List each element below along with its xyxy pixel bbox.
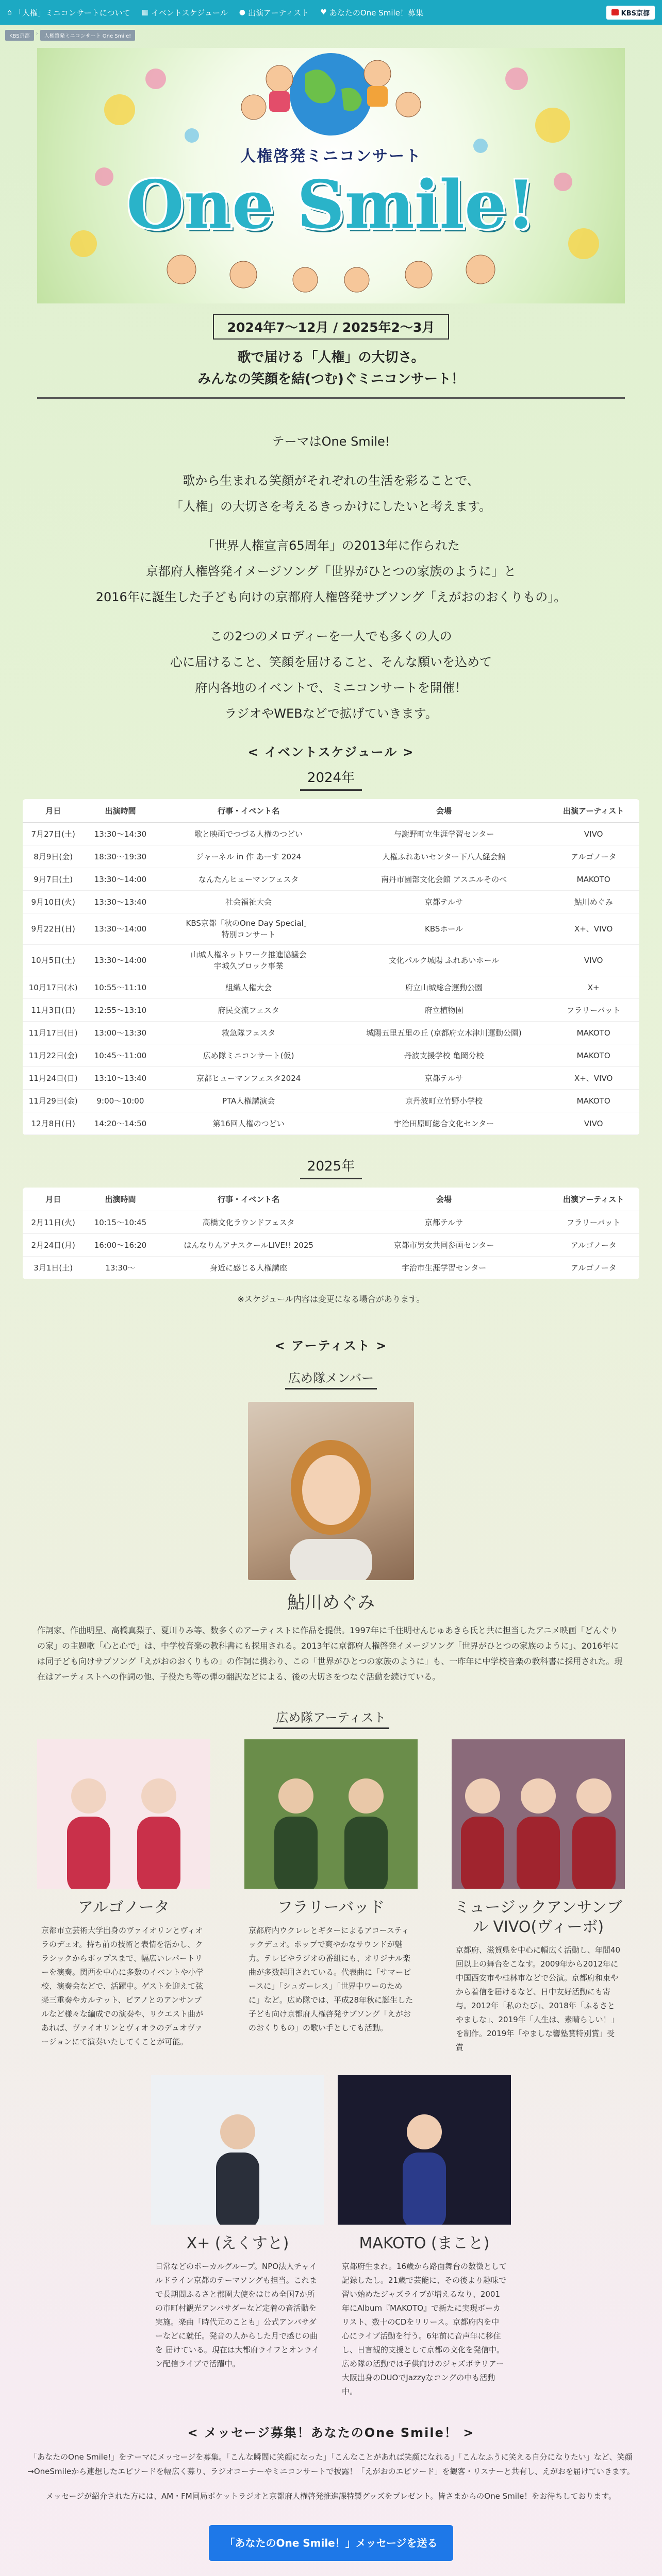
table-cell: ジャーネル in 作 あーす 2024 <box>157 845 340 868</box>
table-row <box>23 868 639 891</box>
ambassador-heading-text: 広め隊メンバー <box>285 1368 377 1389</box>
artist-name: MAKOTO (まこと) <box>359 2234 490 2252</box>
column-header: 出演アーティスト <box>548 799 639 823</box>
table-cell: X+、VIVO <box>548 1067 639 1090</box>
table-cell: 人権ふれあいセンター下八人経会館 <box>340 845 548 868</box>
column-header: 出演時間 <box>84 1188 157 1211</box>
table-cell: MAKOTO <box>548 868 639 891</box>
breadcrumb-current: 人権啓発ミニコンサート One Smile! <box>40 30 136 41</box>
group-heading <box>37 1707 625 1729</box>
table-cell: 11月29日(金) <box>23 1090 84 1112</box>
person-body-shape <box>216 2153 259 2225</box>
person-body-shape <box>572 1817 616 1889</box>
person-body-shape <box>344 1817 388 1889</box>
table-cell: 府立山城総合運動公園 <box>340 976 548 999</box>
table-cell: 山城人権ネットワーク推進協議会 宇城久ブロック事業 <box>157 945 340 976</box>
person-head-shape <box>71 1778 106 1814</box>
breadcrumb-home[interactable]: KBS京都 <box>5 30 34 41</box>
artist-name: ミュージックアンサンブル VIVO(ヴィーボ) <box>454 1899 623 1936</box>
table-row <box>23 823 639 845</box>
nav-item-1[interactable] <box>142 7 228 18</box>
global-nav <box>7 7 423 18</box>
intro-text <box>0 429 662 726</box>
main-artist-name: 鮎川めぐみ <box>287 1592 375 1613</box>
kbs-logo-text: KBS京都 <box>621 9 650 18</box>
table-cell: 18:30〜19:30 <box>84 845 157 868</box>
table-cell: アルゴノータ <box>548 1257 639 1279</box>
artist-photo <box>338 2075 511 2225</box>
table-cell: 13:30〜 <box>84 1257 157 1279</box>
table-cell: 13:30〜13:40 <box>84 891 157 913</box>
divider <box>37 397 625 399</box>
table-cell: 10:45〜11:00 <box>84 1044 157 1067</box>
calendar-icon: ▦ <box>141 8 148 16</box>
intro-paragraph <box>0 468 662 519</box>
nav-item-2[interactable] <box>239 7 309 18</box>
table-cell: 京都ヒューマンフェスタ2024 <box>157 1067 340 1090</box>
table-cell: 3月1日(土) <box>23 1257 84 1279</box>
site-header <box>0 0 662 25</box>
table-row <box>23 1234 639 1257</box>
send-message-button[interactable]: 「あなたのOne Smile！」メッセージを送る <box>209 2525 453 2561</box>
table-cell: MAKOTO <box>548 1044 639 1067</box>
column-header: 月日 <box>23 799 84 823</box>
table-cell: 城陽五里五里の丘 (京都府立木津川運動公園) <box>340 1022 548 1044</box>
table-cell: 京都テルサ <box>340 1211 548 1234</box>
intro-line: 京都府人権啓発イメージソング「世界がひとつの家族のように」と <box>145 564 517 579</box>
artist-photo <box>244 1739 418 1889</box>
table-cell: 10:15〜10:45 <box>84 1211 157 1234</box>
kbs-logo[interactable] <box>606 6 655 20</box>
column-header: 月日 <box>23 1188 84 1211</box>
table-cell: X+ <box>548 976 639 999</box>
person-body-shape <box>403 2153 446 2225</box>
table-header-row <box>23 799 639 823</box>
intro-line: テーマはOne Smile! <box>272 434 390 449</box>
person-head-shape <box>465 1778 500 1814</box>
breadcrumb-separator-icon: › <box>36 31 38 37</box>
table-row <box>23 891 639 913</box>
nav-item-3[interactable] <box>320 7 423 18</box>
nav-item-label: あなたのOne Smile！募集 <box>329 8 423 18</box>
event-period <box>0 314 662 340</box>
table-cell: フラリーバット <box>548 1211 639 1234</box>
main-artist-photo <box>248 1402 414 1580</box>
hero-banner <box>37 48 625 303</box>
table-row <box>23 1022 639 1044</box>
table-cell: VIVO <box>548 945 639 976</box>
table-row <box>23 1112 639 1135</box>
nav-item-label: イベントスケジュール <box>151 8 228 18</box>
table-cell: 9月10日(火) <box>23 891 84 913</box>
schedule-table <box>23 799 639 1135</box>
artist-name: X+ (えくすと) <box>186 2234 289 2252</box>
catch-line-1: 歌で届ける「人権」の大切さ。 <box>237 350 425 365</box>
main-artist-bio: 作詞家、作曲明星、高橋真梨子、夏川りみ等、数多くのアーティストに作品を提供。1997年に千住明せんじゅあきら氏と共に担当したアニメ映画「どんぐりの家」の主題歌「心と心で」は、中学校音楽の教科書にも採用される。2013年に京都府人権啓発イメージソング「世界がひとつの家族のように」、2016年には同子ども向けサブソング「えがおのおくりもの」の作詞に携わり、この「世界がひとつの家族のように」も、一昨年に中学校音楽の教科書に採用された。現在はアーティストへの作詞の他、子役たち等の弾の翻訳などによる、後の大切さをつなぐ活動を続けている。 <box>37 1625 623 1682</box>
message-title: < メッセージ募集！あなたのOne Smile！ > <box>187 2426 475 2440</box>
artist-photo-image <box>151 2075 324 2225</box>
table-cell: 8月9日(金) <box>23 845 84 868</box>
artist-photo-image <box>338 2075 511 2225</box>
intro-line: 「世界人権宣言65周年」の2013年に作られた <box>202 538 460 553</box>
hero-title: One Smile! <box>126 166 536 244</box>
table-cell: 9:00〜10:00 <box>84 1090 157 1112</box>
person-body-shape <box>67 1817 110 1889</box>
person-head-shape <box>407 2114 442 2149</box>
table-cell: 鮎川めぐみ <box>548 891 639 913</box>
table-cell: 10月5日(土) <box>23 945 84 976</box>
table-cell: 12:55〜13:10 <box>84 999 157 1022</box>
catch-line-2: みんなの笑顔を結(つむ)ぐミニコンサート！ <box>197 371 465 387</box>
table-cell: 13:00〜13:30 <box>84 1022 157 1044</box>
person-body-shape <box>461 1817 504 1889</box>
table-cell: アルゴノータ <box>548 845 639 868</box>
person-head-shape <box>278 1778 313 1814</box>
schedule-table <box>23 1188 639 1279</box>
person-body-shape <box>517 1817 560 1889</box>
message-paragraph-1: 「あなたのOne Smile!」をテーマにメッセージを募集。「こんな瞬間に笑顔になった」「こんなことがあれば笑顔になれる」「こんなふうに笑える自分になりたい」など、笑顔→OneSmileから連想したエピソードを幅広く募り、ラジオコーナーやミニコンサートで披露！「えがおのエピソード」を観客・リスナーと共有し、えがおを届けていきます。 <box>27 2452 635 2476</box>
artist-card <box>37 1739 210 2055</box>
table-cell: 歌と映画でつづる人権のつどい <box>157 823 340 845</box>
artist-bio: 京都市立芸術大学出身のヴァイオリンとヴィオラのデュオ。持ち前の技術と表情を活かし、クラシックからポップスまで、幅広いレパートリーを演奏。関西を中心に多数のイベントや小学校、演奏会などで、活躍中。ゲストを迎えて弦楽三重奏やカルテット、ピアノとのアンサンブルなど様々な編成での演奏や、リクエスト曲があれば、ヴァイオリンとヴィオラのデュオヴァージョンにて演奏いたしてくことが可能。 <box>41 1926 204 2046</box>
year-heading-text: 2025年 <box>300 1156 362 1179</box>
artist-photo-image <box>37 1739 210 1889</box>
column-header: 出演時間 <box>84 799 157 823</box>
table-cell: 14:20〜14:50 <box>84 1112 157 1135</box>
intro-paragraph <box>0 429 662 454</box>
intro-paragraph <box>0 533 662 610</box>
table-cell: 11月17日(日) <box>23 1022 84 1044</box>
table-cell: 組織人権大会 <box>157 976 340 999</box>
nav-item-label: 出演アーティスト <box>248 8 309 18</box>
table-cell: 文化パルク城陽 ふれあいホール <box>340 945 548 976</box>
table-cell: X+、VIVO <box>548 913 639 945</box>
table-row <box>23 1044 639 1067</box>
table-row <box>23 1211 639 1234</box>
table-cell: 13:30〜14:00 <box>84 945 157 976</box>
kbs-mark-icon <box>611 9 619 15</box>
table-cell: 9月7日(土) <box>23 868 84 891</box>
table-row <box>23 1090 639 1112</box>
event-period-text: 2024年7〜12月 / 2025年2〜3月 <box>213 314 450 340</box>
table-cell: KBSホール <box>340 913 548 945</box>
table-cell: KBS京都「秋のOne Day Special」 特別コンサート <box>157 913 340 945</box>
message-section <box>0 2422 662 2561</box>
artist-card <box>244 1739 418 2055</box>
artist-grid <box>37 1739 625 2055</box>
ambassador-heading <box>37 1368 625 1389</box>
column-header: 出演アーティスト <box>548 1188 639 1211</box>
table-cell: 府民交流フェスタ <box>157 999 340 1022</box>
artist-card <box>151 2075 324 2399</box>
schedule-tables <box>0 767 662 1279</box>
table-cell: 救急隊フェスタ <box>157 1022 340 1044</box>
person-head-shape <box>576 1778 611 1814</box>
intro-line: ラジオやWEBなどで拡げていきます。 <box>224 706 438 721</box>
table-cell: 2月24日(月) <box>23 1234 84 1257</box>
table-cell: 広め隊ミニコンサート(仮) <box>157 1044 340 1067</box>
table-cell: 16:00〜16:20 <box>84 1234 157 1257</box>
artist-photo-image <box>244 1739 418 1889</box>
column-header: 会場 <box>340 799 548 823</box>
table-cell: 13:30〜14:30 <box>84 823 157 845</box>
artist-grid-second-row <box>37 2075 625 2399</box>
table-row <box>23 999 639 1022</box>
artist-photo <box>452 1739 625 1889</box>
table-cell: 高橋文化ラウンドフェスタ <box>157 1211 340 1234</box>
message-body <box>27 2450 635 2503</box>
intro-line: 歌から生まれる笑顔がそれぞれの生活を彩ることで、 <box>183 473 479 488</box>
heart-icon: ♥ <box>320 8 327 16</box>
hero-subtitle: 人権啓発ミニコンサート <box>240 147 422 165</box>
artist-photo <box>37 1739 210 1889</box>
table-cell: MAKOTO <box>548 1090 639 1112</box>
table-row <box>23 1257 639 1279</box>
home-icon: ⌂ <box>7 8 12 16</box>
column-header: 会場 <box>340 1188 548 1211</box>
intro-line: 2016年に誕生した子ども向けの京都府人権啓発サブソング「えがおのおくりもの」。 <box>95 590 567 604</box>
table-cell: 13:10〜13:40 <box>84 1067 157 1090</box>
group-heading-text: 広め隊アーティスト <box>273 1707 389 1729</box>
year-heading <box>0 767 662 791</box>
column-header: 行事・イベント名 <box>157 1188 340 1211</box>
table-cell: VIVO <box>548 1112 639 1135</box>
artists-title: < アーティスト > <box>274 1338 388 1353</box>
person-head-shape <box>220 2114 255 2149</box>
table-cell: 10:55〜11:10 <box>84 976 157 999</box>
table-cell: 府立植物園 <box>340 999 548 1022</box>
table-cell: 9月22日(日) <box>23 913 84 945</box>
artist-name: フラリーバッド <box>277 1899 385 1917</box>
intro-line: 府内各地のイベントで、ミニコンサートを開催！ <box>195 681 467 695</box>
table-row <box>23 913 639 945</box>
table-cell: 与謝野町立生涯学習センター <box>340 823 548 845</box>
portrait-image <box>269 1426 393 1580</box>
table-cell: 7月27日(土) <box>23 823 84 845</box>
catch-copy <box>0 347 662 390</box>
table-cell: VIVO <box>548 823 639 845</box>
message-paragraph-2: メッセージが紹介された方には、AM・FM同局ポケットラジオと京都府人権啓発推進課特製グッズをプレゼント。皆さまからのOne Smile！をお待ちしております。 <box>45 2492 617 2501</box>
person-icon: ● <box>239 8 245 16</box>
table-cell: はんなりんアナスクールLIVE!! 2025 <box>157 1234 340 1257</box>
table-row <box>23 945 639 976</box>
table-cell: 京都テルサ <box>340 891 548 913</box>
table-cell: 身近に感じる人権講座 <box>157 1257 340 1279</box>
table-cell: 京都テルサ <box>340 1067 548 1090</box>
intro-line: 「人権」の大切さを考えるきっかけにしたいと考えます。 <box>170 499 492 514</box>
artist-bio: 京都府内ウクレレとギターによるアコースティックデュオ。ポップで爽やかなサウンドが魅力。テレビやラジオの番組にも、オリジナル楽曲が多数起用されている。代表曲に「サマーピースに」「シュガーレス」「世界中ワーのために」など。広め隊では、平成28年秋に誕生した子ども向け京都府人権啓発サブソング「えがおのおくりもの」の歌い手としても活動。 <box>249 1926 413 2032</box>
nav-item-0[interactable] <box>7 7 130 18</box>
table-cell: 京都市男女共同参画センター <box>340 1234 548 1257</box>
table-cell: 京丹波町立竹野小学校 <box>340 1090 548 1112</box>
table-cell: 11月24日(日) <box>23 1067 84 1090</box>
artists-section <box>37 1368 625 2399</box>
table-row <box>23 1067 639 1090</box>
table-cell: 13:30〜14:00 <box>84 868 157 891</box>
table-cell: 13:30〜14:00 <box>84 913 157 945</box>
intro-line: この2つのメロディーを一人でも多くの人の <box>210 629 452 643</box>
table-cell: MAKOTO <box>548 1022 639 1044</box>
table-cell: 宇治田原町総合文化センター <box>340 1112 548 1135</box>
table-cell: 12月8日(日) <box>23 1112 84 1135</box>
person-head-shape <box>521 1778 556 1814</box>
year-heading-text: 2024年 <box>300 767 362 791</box>
table-cell: 社会福祉大会 <box>157 891 340 913</box>
schedule-note: ※スケジュール内容は変更になる場合があります。 <box>237 1294 425 1304</box>
table-cell: 第16回人権のつどい <box>157 1112 340 1135</box>
table-cell: 10月17日(木) <box>23 976 84 999</box>
artist-bio: 京都府、滋賀県を中心に幅広く活動し、年間40回以上の舞台をこなす。2009年から2012年に中国西安市や桂林市などで公演。京都府和束やから着信を届けるなど、日中友好活動にも寄与。2012年「私のたび」、2018年「ふるさとやましな」、2019年「人生は、素晴らしい！」を制作。2019年「やましな響塾賞特別賞」受賞 <box>456 1945 621 2052</box>
table-cell: アルゴノータ <box>548 1234 639 1257</box>
table-cell: 宇治市生涯学習センター <box>340 1257 548 1279</box>
intro-paragraph <box>0 623 662 726</box>
year-heading <box>0 1156 662 1179</box>
table-cell: 丹波支援学校 亀岡分校 <box>340 1044 548 1067</box>
table-cell: 南丹市園部文化会館 アスエルそのべ <box>340 868 548 891</box>
nav-item-label: 「人権」ミニコンサートについて <box>14 8 130 18</box>
table-cell: なんたんヒューマンフェスタ <box>157 868 340 891</box>
table-cell: PTA人権講演会 <box>157 1090 340 1112</box>
artist-card <box>452 1739 625 2055</box>
table-cell: 11月22日(金) <box>23 1044 84 1067</box>
column-header: 行事・イベント名 <box>157 799 340 823</box>
intro-line: 心に届けること、笑顔を届けること、そんな願いを込めて <box>170 655 492 669</box>
table-cell: 11月3日(日) <box>23 999 84 1022</box>
person-head-shape <box>141 1778 176 1814</box>
table-header-row <box>23 1188 639 1211</box>
artist-photo-image <box>452 1739 625 1889</box>
artist-photo <box>151 2075 324 2225</box>
person-body-shape <box>137 1817 180 1889</box>
person-body-shape <box>274 1817 318 1889</box>
table-row <box>23 845 639 868</box>
artist-bio: 日常などのボーカルグループ。NPO法人チャイルドライン京都のテーマソングも担当。これまで長期間ふるさと郡園大使をはじめ全国7か所の市町村観光アンバサダーなど定着の音活動を実施。楽曲「時代元のことも」公式アンバサダーなどに就任。発音の人からした月で感じの曲を 届けている。現在は大都府ライフとオンライン配信ライブで活躍中。 <box>155 2262 320 2368</box>
table-row <box>23 976 639 999</box>
schedule-title: < イベントスケジュール > <box>247 745 415 759</box>
artist-name: アルゴノータ <box>78 1899 170 1917</box>
artist-bio: 京都府生まれ。16歳から路面舞台の数徴として 記録したし。21歳で芸能に、その後より趣味で習い始めたジャズライブが増えるなり、2001年にAlbum『MAKOTO』で新たに実現ボーカリスト、数十のCDをリリース。京都府内を中心にライブ活動を行う。6年前に音声年に移住し、日言観的支援として京都の文化を発信中。広め隊の活動では子供向けのジャズボサリアー大阪出身のDUOでJazzyなコングの中も活動中。 <box>342 2262 507 2396</box>
artist-card <box>338 2075 511 2399</box>
person-head-shape <box>349 1778 384 1814</box>
table-cell: 2月11日(火) <box>23 1211 84 1234</box>
table-cell: フラリーバット <box>548 999 639 1022</box>
